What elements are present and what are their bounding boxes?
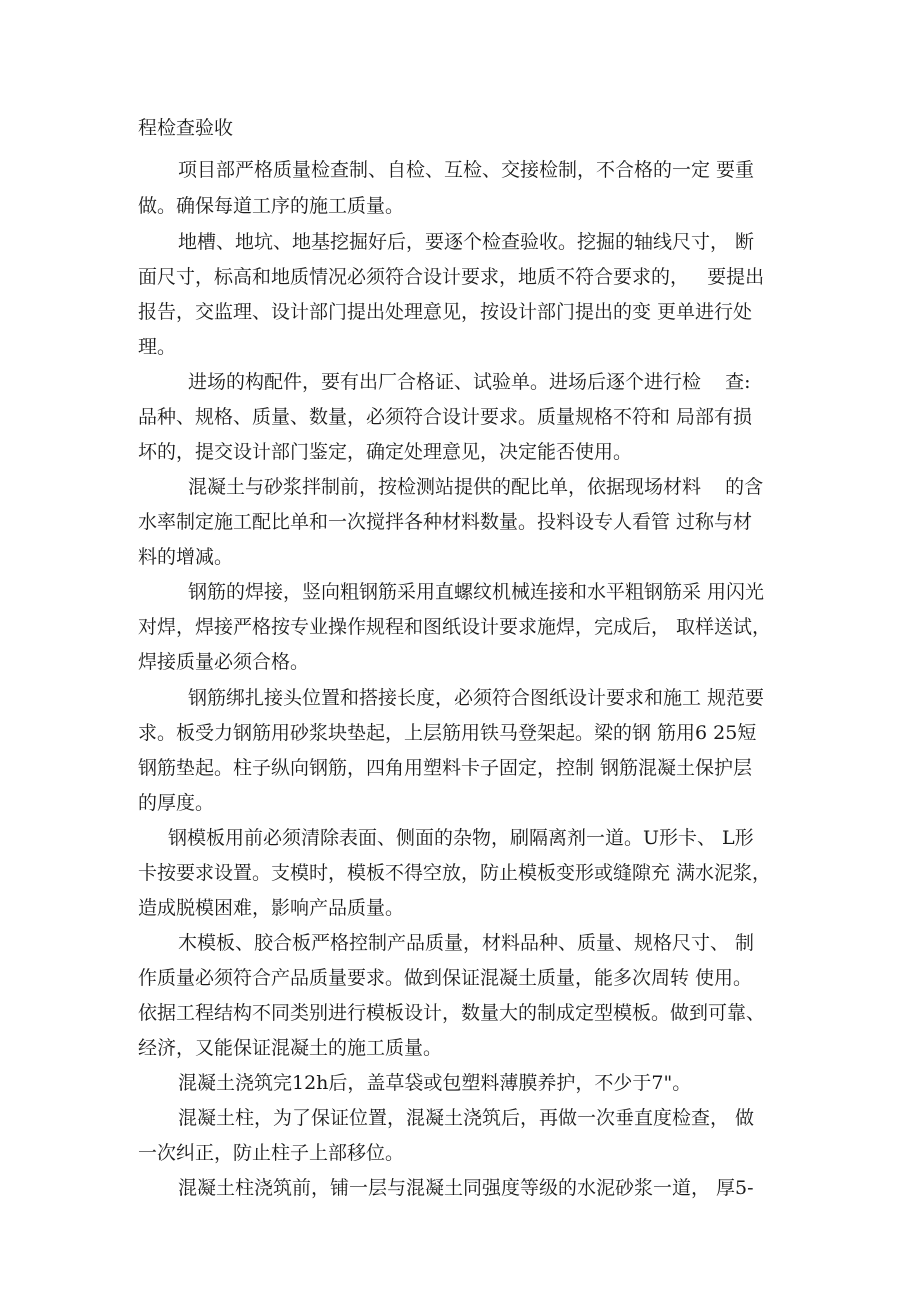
text-line: 钢模板用前必须清除表面、侧面的杂物，刷隔离剂一道。U形卡、 L形 (168, 827, 754, 849)
text-line: 面尺寸，标高和地质情况必须符合设计要求，地质不符合要求的， 要提出 (138, 266, 765, 288)
text-line: 理。 (138, 336, 177, 358)
text-line: 对焊，焊接严格按专业操作规程和图纸设计要求施焊，完成后， 取样送试， (138, 616, 772, 638)
text-line: 依据工程结构不同类别进行模板设计，数量大的制成定型模板。做到可靠、 (138, 1002, 766, 1024)
text-line: 求。板受力钢筋用砂浆块垫起，上层筋用铁马登架起。梁的钢 筋用6 25短 (138, 722, 757, 744)
text-line: 地槽、地坑、地基挖掘好后，要逐个检查验收。挖掘的轴线尺寸， 断 (178, 231, 755, 253)
text-line: 造成脱模困难，影响产品质量。 (138, 897, 405, 919)
text-line: 卡按要求设置。支模时，模板不得空放，防止模板变形或缝隙充 满水泥浆， (138, 862, 772, 884)
text-line: 作质量必须符合产品质量要求。做到保证混凝土质量，能多次周转 使用。 (138, 967, 753, 989)
text-line: 钢筋绑扎接头位置和搭接长度，必须符合图纸设计要求和施工 规范要 (188, 687, 765, 709)
text-line: 报告，交监理、设计部门提出处理意见，按设计部门提出的变 更单进行处 (138, 301, 753, 323)
text-line: 经济，又能保证混凝土的施工质量。 (138, 1037, 443, 1059)
text-line: 坏的，提交设计部门鉴定，确定处理意见，决定能否使用。 (138, 441, 633, 463)
text-line: 混凝土与砂浆拌制前，按检测站提供的配比单，依据现场材料 的含 (188, 476, 764, 498)
text-line: 水率制定施工配比单和一次搅拌各种材料数量。投料设专人看管 过称与材 (138, 511, 753, 533)
text-line: 混凝土柱，为了保证位置，混凝土浇筑后，再做一次垂直度检查， 做 (178, 1107, 755, 1129)
text-line: 钢筋的焊接，竖向粗钢筋采用直螺纹机械连接和水平粗钢筋采 用闪光 (188, 581, 765, 603)
text-line: 钢筋垫起。柱子纵向钢筋，四角用塑料卡子固定，控制 钢筋混凝土保护层 (138, 757, 753, 779)
text-line: 的厚度。 (138, 792, 215, 814)
section-heading: 程检查验收 (138, 117, 234, 139)
text-line: 项目部严格质量检查制、自检、互检、交接检制，不合格的一定 要重 (178, 159, 755, 181)
text-line: 做。确保每道工序的施工质量。 (138, 195, 405, 217)
text-line: 混凝土浇筑完12h后，盖草袋或包塑料薄膜养护，不少于7"。 (178, 1072, 692, 1094)
text-line: 料的增减。 (138, 546, 234, 568)
text-line: 一次纠正，防止柱子上部移位。 (138, 1142, 405, 1164)
text-line: 进场的构配件，要有出厂合格证、试验单。进场后逐个进行检 查: (188, 371, 751, 393)
text-line: 品种、规格、质量、数量，必须符合设计要求。质量规格不符和 局部有损 (138, 406, 753, 428)
text-line: 混凝土柱浇筑前，铺一层与混凝土同强度等级的水泥砂浆一道， 厚5- (178, 1177, 754, 1199)
text-line: 焊接质量必须合格。 (138, 651, 310, 673)
text-line: 木模板、胶合板严格控制产品质量，材料品种、质量、规格尺寸、 制 (178, 932, 755, 954)
